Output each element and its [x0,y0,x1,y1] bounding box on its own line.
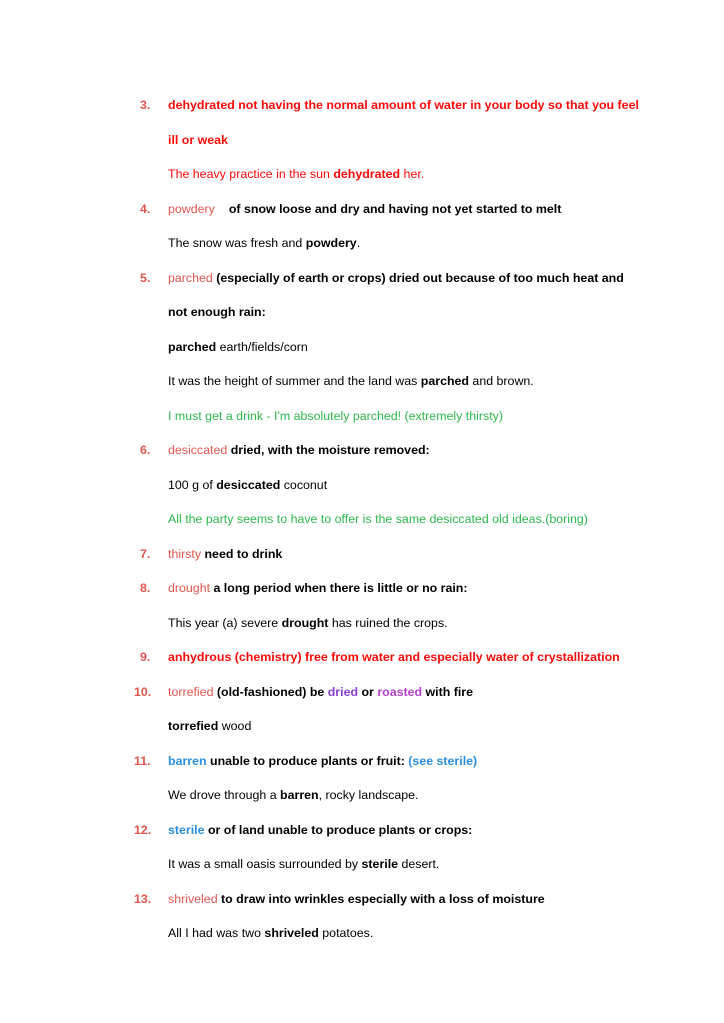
example-keyword: desiccated [216,477,281,492]
entry-heading [140,537,644,572]
list-marker: 8. [140,581,151,595]
example-prefix: The heavy practice in the sun [168,167,334,181]
example-keyword: dehydrated [333,167,401,181]
example-keyword: drought [281,615,329,630]
entry-heading [140,88,644,157]
example-sentence [140,226,644,261]
cross-reference-link[interactable]: (see sterile) [408,753,478,768]
glossary-entry [140,571,644,640]
example-sentence [140,157,644,192]
example-suffix: . [356,236,361,250]
glossary-entry [140,433,644,537]
example-prefix: It was the height of summer and the land was [168,374,421,388]
example-suffix: her. [400,167,425,181]
example-keyword: barren [280,788,319,802]
entry-heading [134,744,644,779]
example-suffix: earth/fields/corn [216,339,308,354]
list-marker: 11. [134,753,151,768]
example-keyword: shriveled [264,926,319,940]
entry-heading [140,261,644,330]
definition-text: or of land unable to produce plants or crops: [204,822,473,837]
definition-text: (especially of earth or crops) dried out because of too much heat and not enough rain: [168,270,624,319]
example-prefix: 100 g of [168,477,217,492]
list-marker: 4. [140,201,151,216]
definition-text: not having the normal amount of water in your body so that you feel ill or weak [168,98,639,147]
glossary-entry [140,261,644,434]
example-prefix: All I had was two [168,926,265,940]
glossary-entry [134,813,644,882]
example-sentence [140,468,644,503]
example-prefix: It was a small oasis surrounded by [168,857,362,871]
definition-text: (chemistry) free from water and especially water of crystallization [231,650,620,664]
entry-heading [140,571,644,606]
glossary-entry [140,537,644,572]
list-marker: 10. [134,684,152,699]
definition-term-roasted: roasted [377,684,423,699]
example-keyword: parched [420,374,469,388]
list-marker: 7. [140,546,151,561]
glossary-entry [140,640,644,675]
definition-text: a long period when there is little or no rain: [210,581,468,595]
list-marker: 13. [134,891,152,906]
list-marker: 5. [140,270,151,285]
example-suffix: coconut [280,477,328,492]
example-prefix: The snow was fresh and [168,236,306,250]
example-keyword: parched [168,339,217,354]
headword: sterile [168,822,205,837]
example-suffix: , rocky landscape. [318,788,419,802]
example-keyword: sterile [361,857,399,871]
headword: desiccated [168,443,228,457]
definition-part-c: with fire [422,684,474,699]
glossary-entry [134,675,644,744]
example-keyword: powdery [305,236,357,250]
glossary-entry [140,88,644,192]
headword: dehydrated [168,98,235,112]
glossary-entry [140,192,644,261]
example-prefix: We drove through a [168,788,281,802]
colloquial-note: All the party seems to have to offer is the same desiccated old ideas.(boring) [168,512,588,526]
entry-heading [134,675,644,710]
list-marker: 3. [140,98,151,112]
glossary-entry [134,882,644,951]
headword: drought [168,581,211,595]
example-sentence [140,778,644,813]
definition-term-dried: dried [327,684,359,699]
example-sentence [140,847,644,882]
headword: parched [168,270,213,285]
entry-heading [134,813,644,848]
definition-part-a: (old-fashioned) be [213,684,328,699]
entry-heading [134,882,644,917]
headword: torrefied [168,684,214,699]
list-marker: 6. [140,443,151,457]
definition-text: need to drink [201,546,283,561]
headword: barren [168,753,207,768]
example-suffix: potatoes. [318,926,374,940]
example-sentence [140,916,644,951]
definition-text: to draw into wrinkles especially with a loss of moisture [217,891,545,906]
headword: anhydrous [168,650,232,664]
example-sentence [140,364,644,399]
definition-text: unable to produce plants or fruit: [206,753,409,768]
definition-text: of snow loose and dry and having not yet started to melt [228,201,562,216]
example-suffix: and brown. [468,374,534,388]
entry-heading [140,192,644,227]
example-prefix: This year (a) severe [168,615,282,630]
example-suffix: has ruined the crops. [328,615,448,630]
entry-heading [140,433,644,468]
list-marker: 9. [140,650,151,664]
colloquial-note: I must get a drink - I'm absolutely parched! (extremely thirsty) [168,408,503,423]
example-keyword: torrefied [168,719,219,733]
headword: powdery [168,201,215,216]
entry-heading [140,640,644,675]
definition-text: dried, with the moisture removed: [227,443,430,457]
glossary-entry [134,744,644,813]
example-sentence [140,709,644,744]
list-marker: 12. [134,822,152,837]
example-sentence [140,606,644,641]
headword: shriveled [168,891,218,906]
example-sentence [140,330,644,365]
example-suffix: desert. [398,857,440,871]
headword: thirsty [168,546,202,561]
example-suffix: wood [218,719,252,733]
definition-part-b: or [358,684,378,699]
